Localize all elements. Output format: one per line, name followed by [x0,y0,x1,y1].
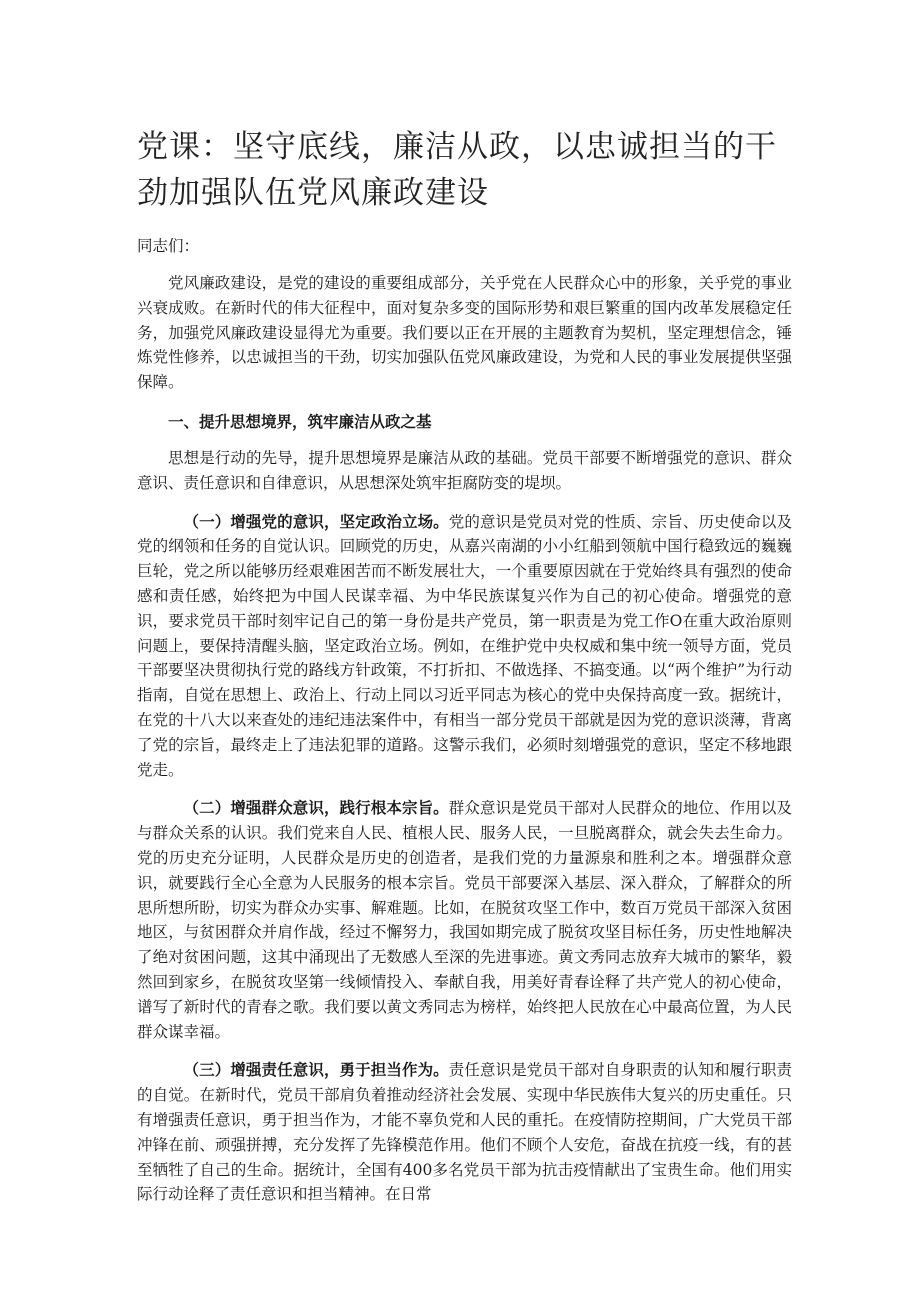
subsection-3-heading: （三）增强责任意识，勇于担当作为。 [183,1060,449,1080]
subsection-3-body: 责任意识是党员干部对自身职责的认知和履行职责的自觉。在新时代，党员干部肩负着推动经济社会发展、实现中华民族伟大复兴的历史重任。只有增强责任意识，勇于担当作为，才能不辜负党和人民的重托。在疫情防控期间，广大党员干部冲锋在前、顽强拼搏，充分发挥了先锋模范作用。他们不顾个人安危，奋战在抗疫一线，有的甚至牺牲了自己的生命。据统计，全国有400多名党员干部为抗击疫情献出了宝贵生命。他们用实际行动诠释了责任意识和担当精神。在日常 [137,1061,792,1204]
subsection-1-paragraph [137,510,792,783]
subsection-2-body: 群众意识是党员干部对人民群众的地位、作用以及与群众关系的认识。我们党来自人民、植根人民、服务人民，一旦脱离群众，就会失去生命力。党的历史充分证明，人民群众是历史的创造者，是我们党的力量源泉和胜利之本。增强群众意识，就要践行全心全意为人民服务的根本宗旨。党员干部要深入基层、深入群众，了解群众的所思所想所盼，切实为群众办实事、解难题。比如，在脱贫攻坚工作中，数百万党员干部深入贫困地区，与贫困群众并肩作战，经过不懈努力，我国如期完成了脱贫攻坚目标任务，历史性地解决了绝对贫困问题，这其中涌现出了无数感人至深的先进事迹。黄文秀同志放弃大城市的繁华，毅然回到家乡，在脱贫攻坚第一线倾情投入、奉献自我，用美好青春诠释了共产党人的初心使命，谱写了新时代的青春之歌。我们要以黄文秀同志为榜样，始终把人民放在心中最高位置，为人民群众谋幸福。 [137,799,792,1041]
subsection-2-paragraph [137,796,792,1044]
salutation: 同志们： [137,237,200,255]
document-page [137,124,792,1221]
section-1-intro: 思想是行动的先导，提升思想境界是廉洁从政的基础。党员干部要不断增强党的意识、群众意识、责任意识和自律意识，从思想深处筑牢拒腐防变的堤坝。 [137,448,792,492]
subsection-1-body: 党的意识是党员对党的性质、宗旨、历史使命以及党的纲领和任务的自觉认识。回顾党的历史，从嘉兴南湖的小小红船到领航中国行稳致远的巍巍巨轮，党之所以能够历经艰难困苦而不断发展壮大，一个重要原因就在于党始终具有强烈的使命感和责任感，始终把为中国人民谋幸福、为中华民族谋复兴作为自己的初心使命。增强党的意识，要求党员干部时刻牢记自己的第一身份是共产党员，第一职责是为党工作O在重大政治原则问题上，要保持清醒头脑，坚定政治立场。例如，在维护党中央权威和集中统一领导方面，党员干部要坚决贯彻执行党的路线方针政策，不打折扣、不做选择、不搞变通。以“两个维护”为行动指南，自觉在思想上、政治上、行动上同以习近平同志为核心的党中央保持高度一致。据统计，在党的十八大以来查处的违纪违法案件中，有相当一部分党员干部就是因为党的意识淡薄，背离了党的宗旨，最终走上了违法犯罪的道路。这警示我们，必须时刻增强党的意识，坚定不移地跟党走。 [137,512,792,779]
section-1-heading: 一、提升思想境界，筑牢廉洁从政之基 [168,411,432,431]
intro-paragraph: 党风廉政建设，是党的建设的重要组成部分，关乎党在人民群众心中的形象，关乎党的事业兴衰成败。在新时代的伟大征程中，面对复杂多变的国际形势和艰巨繁重的国内改革发展稳定任务，加强党风廉政建设显得尤为重要。我们要以正在开展的主题教育为契机，坚定理想信念，锤炼党性修养，以忠诚担当的干劲，切实加强队伍党风廉政建设，为党和人民的事业发展提供坚强保障。 [137,274,792,392]
document-title: 党课：坚守底线，廉洁从政，以忠诚担当的干劲加强队伍党风廉政建设 [137,129,777,211]
subsection-3-paragraph [137,1058,792,1207]
subsection-2-heading: （二）增强群众意识，践行根本宗旨。 [183,798,449,818]
subsection-1-heading: （一）增强党的意识，坚定政治立场。 [183,511,449,531]
